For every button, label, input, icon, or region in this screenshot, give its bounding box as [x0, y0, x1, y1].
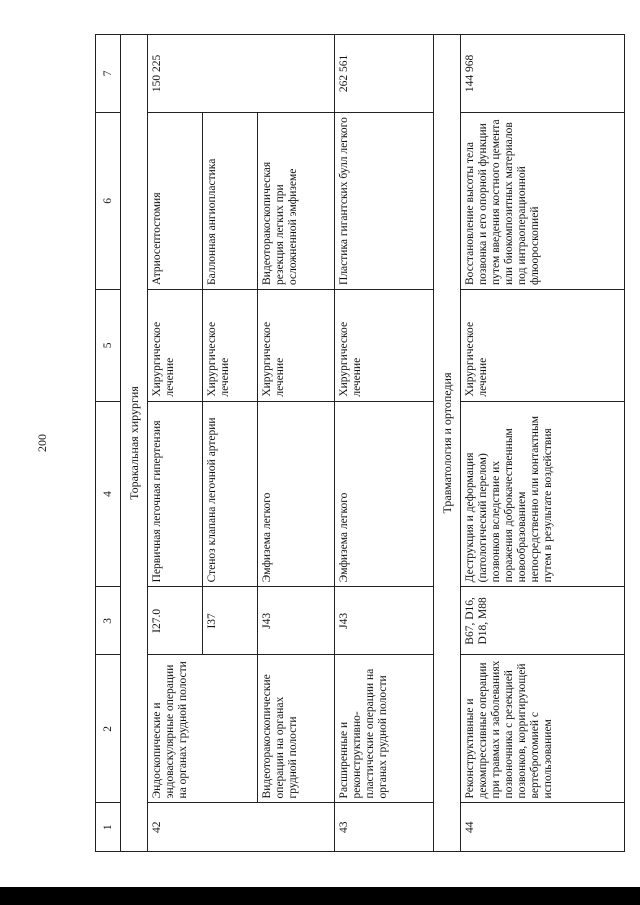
treatment-type: Хирургическое лечение	[203, 289, 258, 401]
treatment-method: Восстановление высоты тела позвонка и его опорной функции путем введения костного цемента или биокомпозитных материалов под интраоперационной флюороскопией	[461, 112, 625, 289]
page-number: 200	[35, 434, 49, 452]
table-row	[335, 35, 434, 852]
icd-code: I27.0	[148, 587, 203, 655]
header-cell-5: 5	[96, 289, 121, 401]
price: 144 968	[461, 35, 625, 113]
header-cell-3: 3	[96, 587, 121, 655]
icd-code: J43	[258, 587, 335, 655]
rotated-table-wrapper	[95, 34, 625, 852]
patient-model: Эмфизема легкого	[335, 401, 434, 587]
header-cell-6: 6	[96, 112, 121, 289]
patient-model: Эмфизема легкого	[258, 401, 335, 587]
section-trauma	[434, 35, 461, 852]
service-name: Расширенные и реконструктивно-пластические операции на органах грудной полости	[335, 655, 434, 803]
row-number: 44	[461, 803, 625, 852]
service-name: Видеоторакоскопические операции на органах грудной полости	[258, 655, 335, 803]
table-row	[258, 35, 335, 852]
treatment-type: Хирургическое лечение	[148, 289, 203, 401]
table-row	[461, 35, 625, 852]
treatment-type: Хирургическое лечение	[258, 289, 335, 401]
treatment-type: Хирургическое лечение	[335, 289, 434, 401]
price: 150 225	[148, 35, 335, 113]
section-title-trauma: Травматология и ортопедия	[434, 35, 461, 852]
scan-edge-strip	[0, 887, 640, 905]
treatment-method: Баллонная ангиопластика	[203, 112, 258, 289]
services-table	[95, 34, 625, 852]
patient-model: Первичная легочная гипертензия	[148, 401, 203, 587]
row-number: 43	[335, 803, 434, 852]
patient-model: Стеноз клапана легочной артерии	[203, 401, 258, 587]
icd-code: I37	[203, 587, 258, 655]
section-title-thoracic: Торакальная хирургия	[121, 35, 148, 852]
header-cell-1: 1	[96, 803, 121, 852]
header-row	[96, 35, 121, 852]
header-cell-2: 2	[96, 655, 121, 803]
service-name: Реконструктивные и декомпрессивные операции при травмах и заболеваниях позвоночника с резекцией позвонков, корригирующей вертебротомией с использованием	[461, 655, 625, 803]
treatment-method: Видеоторакоскопическая резекция легких при осложненной эмфиземе	[258, 112, 335, 289]
treatment-type: Хирургическое лечение	[461, 289, 625, 401]
row-number: 42	[148, 803, 335, 852]
icd-code: B67, D16, D18, M88	[461, 587, 625, 655]
header-cell-4: 4	[96, 401, 121, 587]
patient-model: Деструкция и деформация (патологический перелом) позвонков вследствие их поражения доброкачественным новообразованием непосредственно или контактным путем в результате воздействия	[461, 401, 625, 587]
table-row	[148, 35, 203, 852]
treatment-method: Пластика гигантских булл легкого	[335, 112, 434, 289]
icd-code: J43	[335, 587, 434, 655]
price: 262 561	[335, 35, 434, 113]
treatment-method: Атриосептостомия	[148, 112, 203, 289]
header-cell-7: 7	[96, 35, 121, 113]
section-thoracic	[121, 35, 148, 852]
service-name: Эндоскопические и эндоваскулярные операции на органах грудной полости	[148, 655, 258, 803]
